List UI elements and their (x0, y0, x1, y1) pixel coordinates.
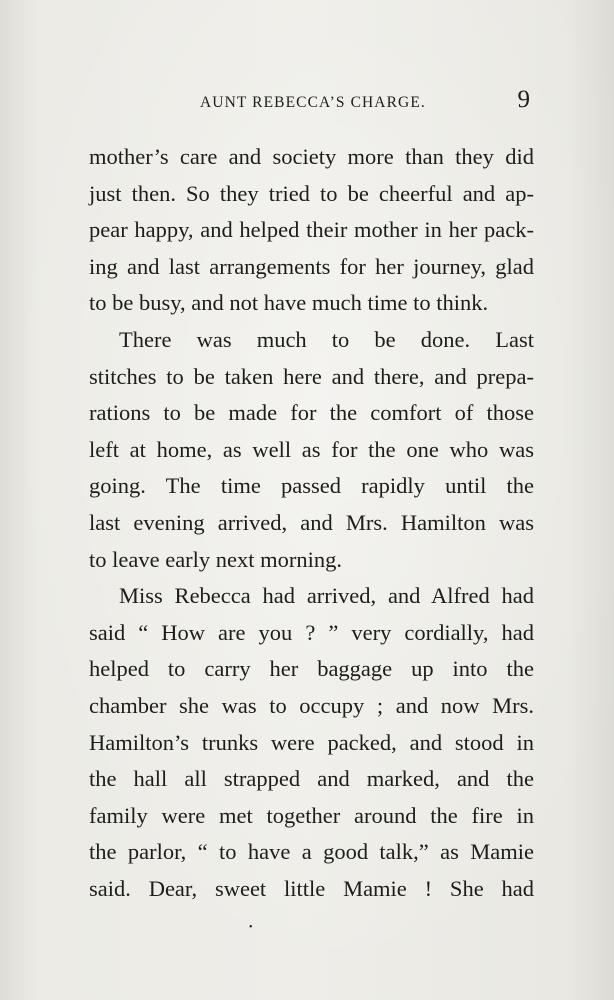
body-text (89, 139, 534, 907)
text-line: to leave early next morning. (89, 546, 343, 572)
page-number: 9 (517, 86, 530, 113)
printer-mark: • (249, 922, 253, 933)
text-line: going. The time passed rapidly until the (89, 473, 534, 499)
text-line: left at home, as well as for the one who was (89, 436, 534, 462)
text-line: There was much to be done. Last (119, 326, 534, 352)
text-line: rations to be made for the comfort of those (89, 400, 534, 426)
text-line: pear happy, and helped their mother in her pack- (89, 217, 534, 243)
text-line: mother’s care and society more than they did (89, 144, 534, 169)
text-line: last evening arrived, and Mrs. Hamilton was (89, 509, 534, 535)
text-line: the parlor, “ to have a good talk,” as Mamie (89, 839, 534, 865)
text-line: said “ How are you ? ” very cordially, had (89, 619, 534, 645)
text-line: the hall all strapped and marked, and the (89, 766, 534, 792)
text-line: just then. So they tried to be cheerful and ap- (89, 180, 534, 206)
running-head-title: AUNT REBECCA’S CHARGE. (200, 94, 426, 111)
text-line: ing and last arrangements for her journey, glad (89, 253, 534, 279)
text-line: chamber she was to occupy ; and now Mrs. (89, 692, 534, 718)
text-line: to be busy, and not have much time to think. (89, 290, 489, 316)
text-line: family were met together around the fire in (89, 802, 534, 828)
running-head (88, 86, 534, 116)
text-line: said. Dear, sweet little Mamie ! She had (89, 875, 534, 901)
text-line: Hamilton’s trunks were packed, and stood in (89, 729, 534, 755)
text-line: helped to carry her baggage up into the (89, 656, 534, 682)
text-line: Miss Rebecca had arrived, and Alfred had (119, 583, 534, 609)
text-line: stitches to be taken here and there, and prepa- (89, 363, 534, 389)
